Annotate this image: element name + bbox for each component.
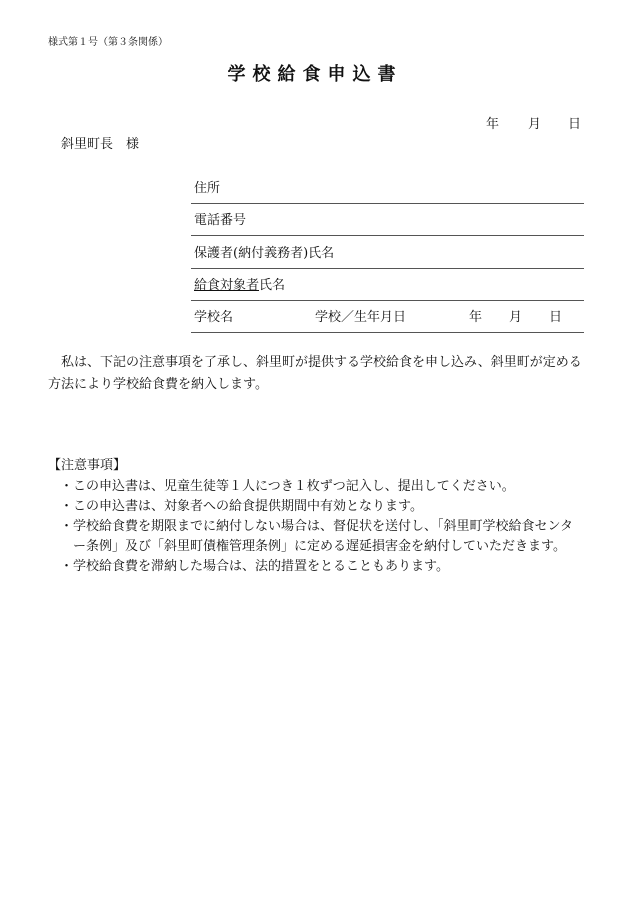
note-item-1: ・この申込書は、児童生徒等１人につき１枚ずつ記入し、提出してください。 (60, 479, 515, 494)
address-field[interactable] (191, 170, 584, 204)
student-name-label (194, 274, 285, 293)
date-year-label: 年 (486, 117, 500, 132)
date-month-label: 月 (528, 117, 542, 132)
note-item-2: ・この申込書は、対象者への給食提供期間中有効となります。 (60, 499, 423, 514)
birth-month-label: 月 (509, 310, 523, 325)
birth-day-label: 日 (549, 310, 563, 325)
address-label: 住所 (194, 181, 221, 196)
form-number: 様式第１号（第３条関係） (48, 37, 168, 48)
student-label-suffix: 氏名 (259, 278, 286, 293)
addressee: 斜里町長 様 (61, 137, 140, 152)
school-birthdate-label: 学校／生年月日 (315, 310, 407, 325)
student-name-field[interactable] (191, 269, 584, 301)
guardian-name-label: 保護者(納付義務者)氏名 (194, 246, 335, 261)
note-item-4: ・学校給食費を滞納した場合は、法的措置をとることもあります。 (60, 559, 449, 574)
school-name-label: 学校名 (194, 310, 234, 325)
notes-heading: 【注意事項】 (48, 458, 127, 473)
note-item-3-line-1: ・学校給食費を期限までに納付しない場合は、督促状を送付し、「斜里町学校給食センタ (60, 519, 573, 534)
school-birth-field[interactable] (191, 301, 584, 333)
student-label-underlined: 給食対象者 (194, 278, 260, 293)
note-item-3-line-2: ー条例」及び「斜里町債権管理条例」に定める遅延損害金を納付していただきます。 (60, 539, 566, 554)
guardian-name-field[interactable] (191, 236, 584, 269)
phone-label: 電話番号 (194, 213, 247, 228)
date-day-label: 日 (568, 117, 582, 132)
page-title: 学校給食申込書 (227, 64, 403, 85)
phone-field[interactable] (191, 204, 584, 236)
application-statement: 私は、下記の注意事項を了承し、斜里町が提供する学校給食を申し込み、斜里町が定める方法により学校給食費を納入します。 (48, 355, 582, 392)
birth-year-label: 年 (469, 310, 483, 325)
